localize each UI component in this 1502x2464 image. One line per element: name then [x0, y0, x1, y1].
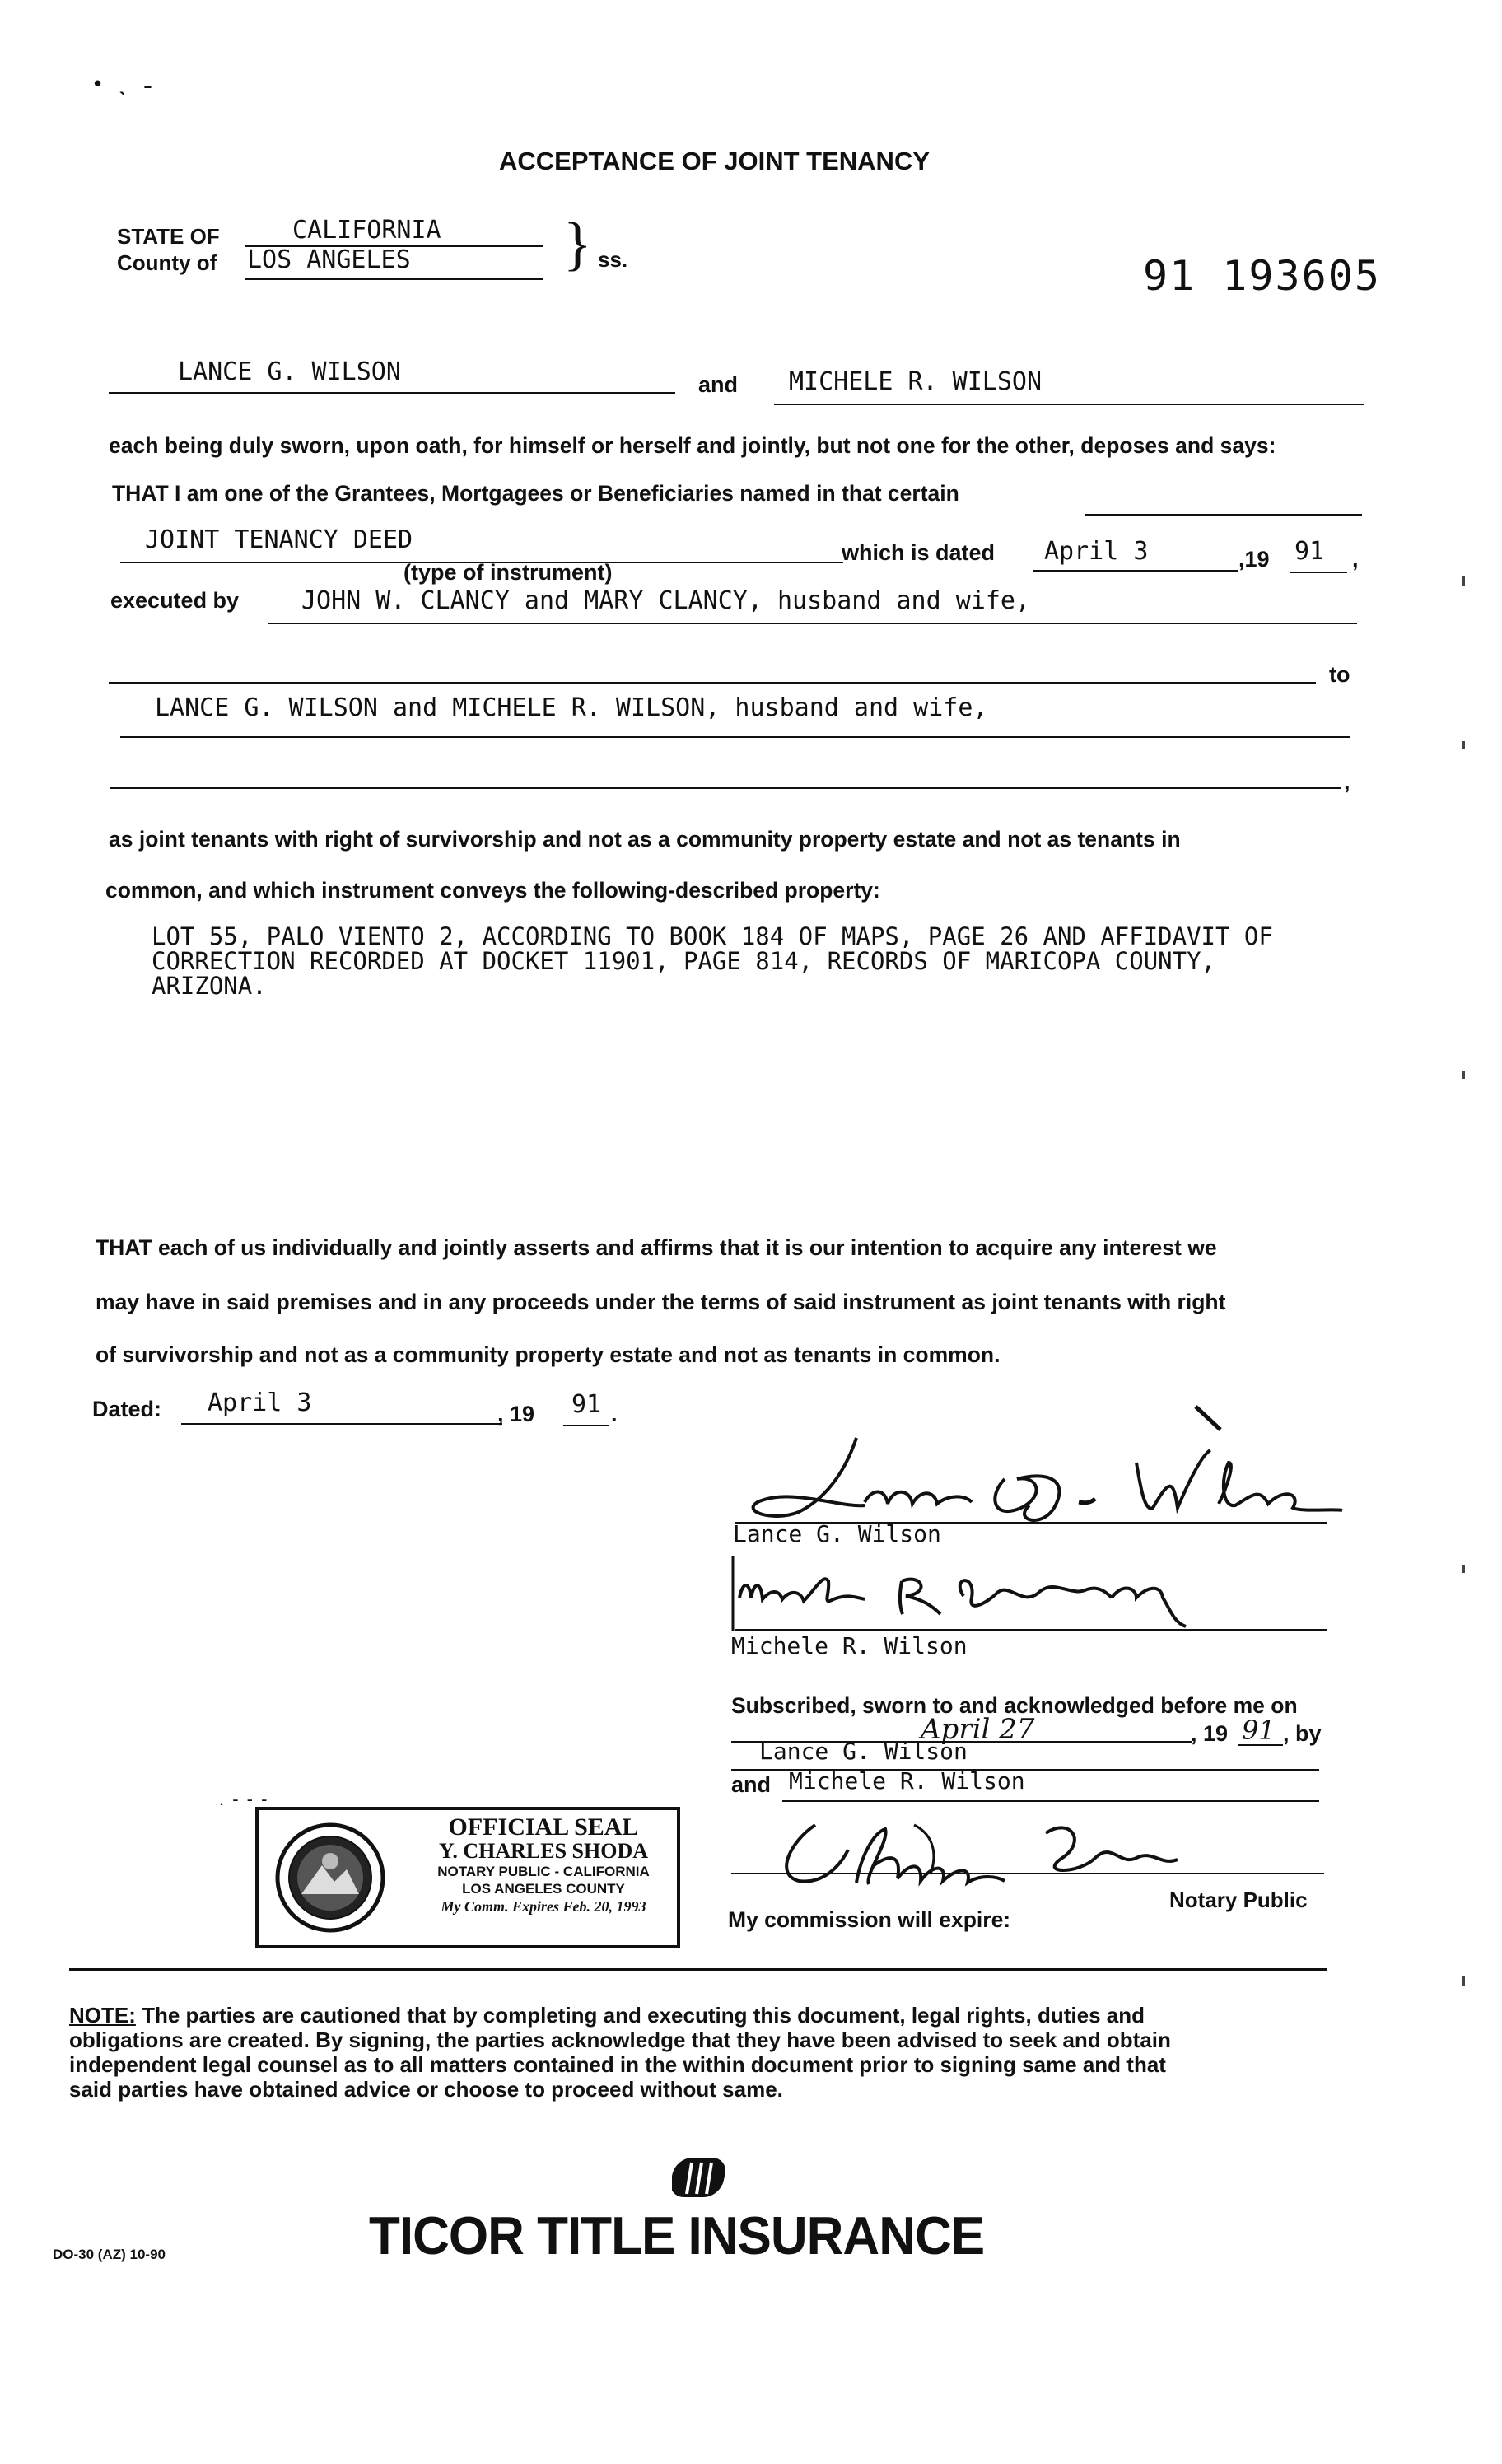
- dated-label: Dated:: [92, 1397, 162, 1421]
- instrument-year: 91: [1294, 537, 1325, 566]
- year-prefix: ,19: [1238, 547, 1270, 572]
- ticor-logo-icon: [672, 2153, 735, 2202]
- document-title: ACCEPTANCE OF JOINT TENANCY: [499, 147, 931, 175]
- state-value: CALIFORNIA: [292, 216, 441, 245]
- subscribed-text: Subscribed, sworn to and acknowledged before me on: [731, 1693, 1298, 1718]
- sworn-text: each being duly sworn, upon oath, for himself or herself and jointly, but not one for the other, deposes and says:: [109, 433, 1276, 458]
- by-word: , by: [1283, 1721, 1322, 1746]
- grantee-2-underline: [774, 404, 1364, 405]
- note-label: NOTE:: [69, 2003, 136, 2028]
- signature-2-line: [735, 1629, 1327, 1631]
- grantee-1: LANCE G. WILSON: [178, 357, 401, 386]
- ack-and: and: [731, 1772, 772, 1797]
- notary-signature-line: [731, 1873, 1324, 1874]
- intent-2: may have in said premises and in any proceeds under the terms of said instrument as joint tenants with right: [96, 1290, 1226, 1314]
- state-seal-emblem: [268, 1820, 392, 1935]
- sign-date: April 3: [208, 1388, 312, 1417]
- county-label: County of: [117, 250, 217, 275]
- note-text-1: The parties are cautioned that by completing and executing this document, legal rights, duties and: [135, 2003, 1145, 2028]
- state-label: STATE OF: [117, 224, 220, 249]
- note-line-1: [69, 2003, 1145, 2028]
- to-value: LANCE G. WILSON and MICHELE R. WILSON, husband and wife,: [155, 693, 988, 722]
- sign-year: 91: [571, 1390, 602, 1419]
- instrument-date: April 3: [1044, 537, 1149, 566]
- instrument-year-underline: [1290, 572, 1347, 573]
- ack-year-underline: [1238, 1744, 1283, 1746]
- document-number: 91 193605: [1143, 252, 1381, 300]
- joint-text-1: as joint tenants with right of survivorship and not as a community property estate and not as tenants in: [109, 827, 1181, 852]
- signature-notary: [766, 1808, 1227, 1899]
- intent-1: THAT each of us individually and jointly asserts and affirms that it is our intention to acquire any interest we: [96, 1235, 1217, 1260]
- seal-line-1: OFFICIAL SEAL: [448, 1813, 639, 1841]
- property-line-2: CORRECTION RECORDED AT DOCKET 11901, PAGE 814, RECORDS OF MARICOPA COUNTY,: [152, 947, 1216, 975]
- note-line-3: independent legal counsel as to all matters contained in the within document prior to signing same and that: [69, 2052, 1166, 2077]
- to-underline: [120, 736, 1350, 738]
- joint-text-2: common, and which instrument conveys the following-described property:: [105, 878, 880, 903]
- ack-date: April 27: [921, 1713, 1035, 1746]
- ack-year-prefix: , 19: [1191, 1721, 1229, 1746]
- to-underline-2: [110, 787, 1341, 789]
- property-line-3: ARIZONA.: [152, 972, 267, 1000]
- commission-label: My commission will expire:: [728, 1907, 1011, 1932]
- seal-line-5: My Comm. Expires Feb. 20, 1993: [441, 1898, 646, 1915]
- scan-mark: • ˎ ˗: [94, 71, 152, 96]
- that-underline: [1085, 514, 1362, 516]
- executed-value: JOHN W. CLANCY and MARY CLANCY, husband and wife,: [301, 586, 1031, 615]
- that-text: THAT I am one of the Grantees, Mortgagees or Beneficiaries named in that certain: [112, 481, 959, 506]
- executed-label: executed by: [110, 588, 240, 613]
- official-seal: [255, 1807, 680, 1948]
- ack-year: 91: [1242, 1715, 1276, 1746]
- brace: }: [563, 211, 592, 277]
- sign-date-underline: [181, 1423, 502, 1425]
- grantee-2: MICHELE R. WILSON: [789, 367, 1043, 396]
- executed-underline: [268, 623, 1357, 624]
- ss-label: ss.: [598, 247, 628, 272]
- instrument-date-underline: [1033, 570, 1238, 572]
- grantee-1-underline: [109, 392, 675, 394]
- sign-year-underline: [563, 1425, 609, 1426]
- company-name: TICOR TITLE INSURANCE: [369, 2206, 985, 2266]
- seal-line-2: Y. CHARLES SHODA: [438, 1839, 649, 1863]
- type-label: (type of instrument): [403, 560, 613, 585]
- executed-underline-2: [109, 682, 1316, 684]
- ack-name-2: Michele R. Wilson: [789, 1767, 1025, 1794]
- note-divider: [69, 1968, 1327, 1971]
- signer-1: Lance G. Wilson: [733, 1520, 941, 1547]
- county-value: LOS ANGELES: [247, 245, 411, 274]
- ack-name-1: Lance G. Wilson: [759, 1738, 968, 1765]
- ack-name-2-underline: [782, 1800, 1319, 1802]
- property-line-1: LOT 55, PALO VIENTO 2, ACCORDING TO BOOK 184 OF MAPS, PAGE 26 AND AFFIDAVIT OF: [152, 922, 1273, 950]
- seal-line-4: LOS ANGELES COUNTY: [462, 1881, 625, 1897]
- sign-year-prefix: , 19: [497, 1402, 535, 1426]
- to-word: to: [1329, 662, 1350, 687]
- which-dated-label: which is dated: [842, 540, 996, 565]
- intent-3: of survivorship and not as a community property estate and not as tenants in common.: [96, 1342, 1001, 1367]
- signer-2: Michele R. Wilson: [731, 1632, 968, 1659]
- form-code: DO-30 (AZ) 10-90: [53, 2247, 166, 2262]
- note-line-2: obligations are created. By signing, the parties acknowledge that they have been advised to seek and obtain: [69, 2028, 1171, 2052]
- note-line-4: said parties have obtained advice or choose to proceed without same.: [69, 2077, 783, 2102]
- seal-line-3: NOTARY PUBLIC - CALIFORNIA: [437, 1864, 650, 1879]
- county-underline: [245, 278, 543, 280]
- and-word: and: [698, 372, 739, 397]
- notary-label: Notary Public: [1169, 1888, 1308, 1912]
- instrument-value: JOINT TENANCY DEED: [145, 525, 413, 554]
